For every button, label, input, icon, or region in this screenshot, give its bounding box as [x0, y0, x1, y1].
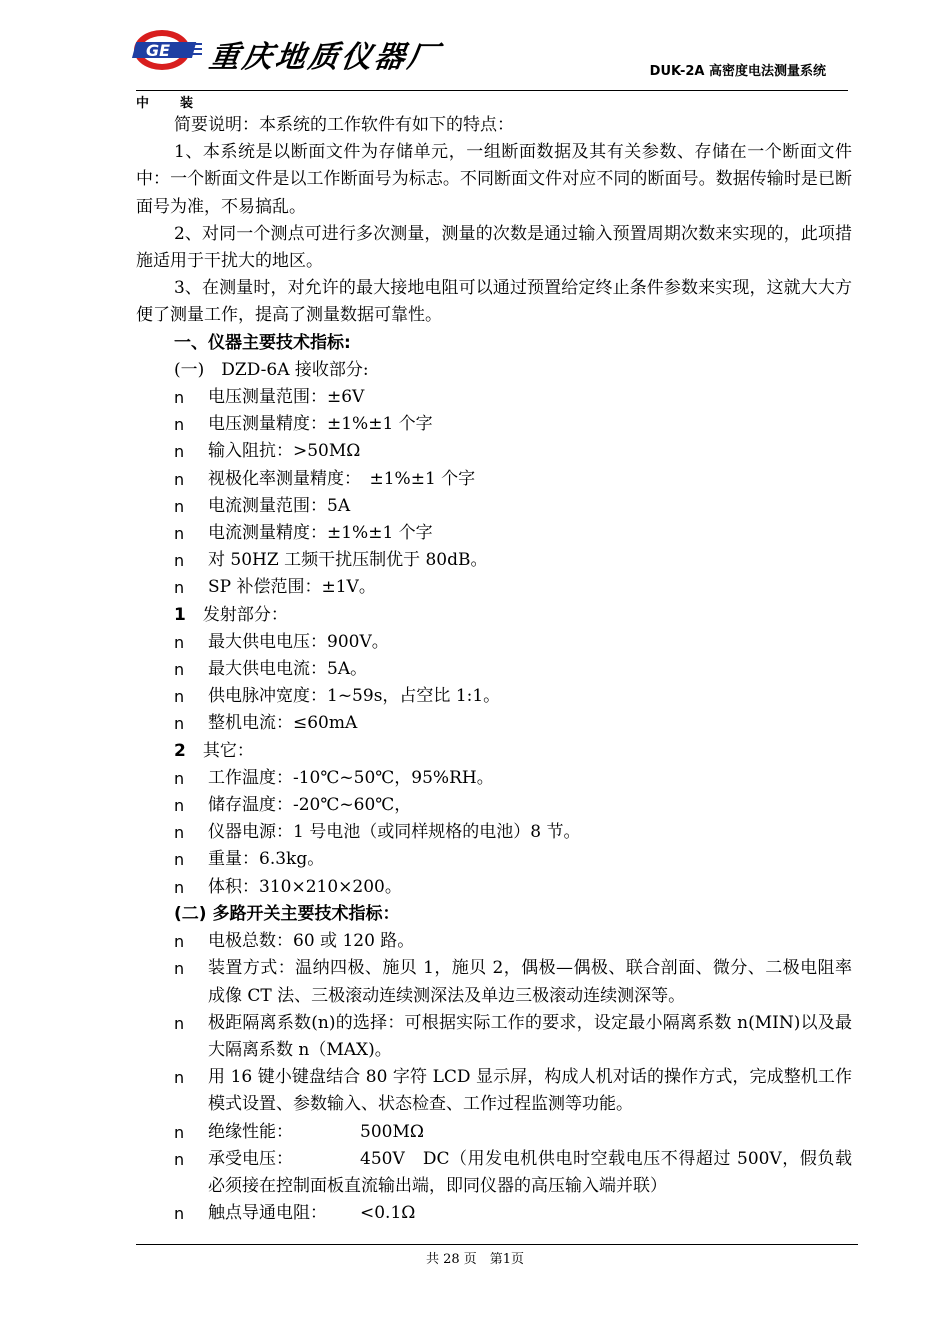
list-item-text: 重量：6.3kg。: [208, 849, 325, 870]
switch-spec-list: [136, 928, 852, 1118]
other-num: 2: [174, 740, 186, 761]
intro-paragraph-1: 1、本系统是以断面文件为存储单元，一组断面数据及其有关参数、存储在一个断面文件中：一个断面文件是以工作断面号为标志。不同断面文件对应不同的断面号。数据传输时是已断面号为准，不易搞乱。: [136, 142, 852, 217]
transmitter-num: 1: [174, 604, 186, 625]
logo-sub-left: 中: [136, 96, 150, 111]
list-item: [136, 656, 852, 683]
list-item: [136, 1146, 852, 1200]
spec-value: <0.1Ω: [360, 1203, 416, 1224]
bullet-mark: n: [174, 768, 185, 788]
bullet-mark: n: [174, 442, 185, 462]
list-item-text: 电极总数：60 或 120 路。: [208, 931, 415, 952]
list-item-text: 用 16 键小键盘结合 80 字符 LCD 显示屏，构成人机对话的操作方式，完成整机工作模式设置、参数输入、状态检查、工作过程监测等功能。: [208, 1067, 852, 1115]
list-item-text: 电流测量精度：±1%±1 个字: [208, 523, 433, 544]
spec-label: 承受电压：: [208, 1148, 293, 1169]
bullet-mark: n: [174, 469, 185, 489]
list-item-text: 电流测量范围：5A: [208, 495, 351, 516]
list-item-text: 输入阻抗：>50MΩ: [208, 441, 361, 462]
list-item: [136, 574, 852, 601]
bullet-mark: n: [174, 415, 185, 435]
bullet-mark: n: [174, 551, 185, 571]
list-item: [136, 765, 852, 792]
logo-sub-right: 装: [180, 96, 194, 111]
bullet-mark: n: [174, 632, 185, 652]
list-item-text: 视极化率测量精度： ±1%±1 个字: [208, 468, 476, 489]
document-title: DUK-2A 高密度电法测量系统: [649, 64, 826, 79]
transmitter-title: 1 发射部分：: [174, 604, 288, 625]
list-item: [136, 547, 852, 574]
list-item-text: SP 补偿范围：±1V。: [208, 577, 376, 598]
bullet-mark: n: [174, 823, 185, 843]
list-item-text: 装置方式：温纳四极、施贝 1，施贝 2，偶极—偶极、联合剖面、微分、二极电阻率成像 CT 法、三极滚动连续测深法及单边三极滚动连续测深等。: [208, 958, 852, 1006]
list-item: [136, 629, 852, 656]
bullet-mark: n: [174, 524, 185, 544]
list-item-text: 储存温度：-20℃~60℃，: [208, 795, 412, 816]
list-item: [136, 493, 852, 520]
bullet-mark: n: [174, 796, 185, 816]
bullet-mark: n: [174, 1149, 185, 1169]
list-item: [136, 710, 852, 737]
list-item-text: 体积：310×210×200。: [208, 876, 402, 897]
other-spec-list: [136, 765, 852, 901]
spec-label: 触点导通电阻：: [208, 1203, 327, 1224]
section-heading: 一、仪器主要技术指标:: [174, 332, 351, 353]
list-item-text: 整机电流：≤60mA: [208, 713, 358, 734]
bullet-mark: n: [174, 496, 185, 516]
list-item: [136, 683, 852, 710]
list-item-text: 电压测量精度：±1%±1 个字: [208, 414, 433, 435]
intro-title: 简要说明：本系统的工作软件有如下的特点：: [174, 115, 514, 135]
logo-letters: GE: [146, 41, 171, 60]
intro-paragraph-2: 2、对同一个测点可进行多次测量，测量的次数是通过输入预置周期次数来实现的，此项措施适用于干扰大的地区。: [136, 223, 852, 272]
list-item: [136, 874, 852, 901]
bullet-mark: n: [174, 714, 185, 734]
spec-value: 500MΩ: [360, 1121, 424, 1142]
bullet-mark: n: [174, 932, 185, 952]
list-item-text: 极距隔离系数(n)的选择：可根据实际工作的要求，设定最小隔离系数 n(MIN)以及最大隔离系数 n（MAX)。: [208, 1012, 852, 1060]
bullet-mark: n: [174, 1068, 185, 1088]
list-item: [136, 928, 852, 955]
bullet-mark: n: [174, 660, 185, 680]
bullet-mark: n: [174, 1204, 185, 1224]
page-number: 共 28 页 第1页: [425, 1252, 525, 1267]
list-item: [136, 1200, 852, 1227]
bullet-mark: n: [174, 850, 185, 870]
company-logo: [132, 28, 462, 111]
list-item: [136, 411, 852, 438]
bullet-mark: n: [174, 578, 185, 598]
receiver-spec-list: [136, 384, 852, 602]
header-divider: [136, 90, 848, 91]
list-item-text: 最大供电电流：5A。: [208, 659, 368, 680]
bullet-mark: n: [174, 687, 185, 707]
list-item: [136, 466, 852, 493]
intro-paragraph-3: 3、在测量时，对允许的最大接地电阻可以通过预置给定终止条件参数来实现，这就大大方便了测量工作，提高了测量数据可靠性。: [136, 278, 852, 326]
list-item: [136, 384, 852, 411]
list-item-text: 供电脉冲宽度：1~59s，占空比 1:1。: [208, 686, 501, 707]
list-item: [136, 1119, 852, 1146]
document-body: [136, 112, 852, 1227]
spec-value: 450V DC（用发电机供电时空载电压不得超过 500V，假负载必须接在控制面板直流输出端，即同仪器的高压输入端并联）: [208, 1148, 852, 1196]
bullet-mark: n: [174, 877, 185, 897]
list-item: [136, 955, 852, 1009]
list-item: [136, 792, 852, 819]
list-item: [136, 1010, 852, 1064]
list-item: [136, 846, 852, 873]
list-item-text: 电压测量范围：±6V: [208, 387, 365, 408]
receiver-title: (一) DZD-6A 接收部分:: [174, 359, 369, 380]
switch-section-title: (二) 多路开关主要技术指标：: [174, 903, 400, 924]
switch-spec-table: [136, 1119, 852, 1228]
bullet-mark: n: [174, 1013, 185, 1033]
list-item-text: 对 50HZ 工频干扰压制优于 80dB。: [208, 550, 488, 571]
list-item: [136, 438, 852, 465]
list-item: [136, 520, 852, 547]
list-item: [136, 819, 852, 846]
footer-divider: [136, 1244, 858, 1245]
spec-label: 绝缘性能：: [208, 1121, 293, 1142]
ge-logo-icon: [132, 28, 204, 74]
list-item: [136, 1064, 852, 1118]
bullet-mark: n: [174, 388, 185, 408]
other-title: 2 其它：: [174, 740, 254, 761]
list-item-text: 最大供电电压：900V。: [208, 631, 389, 652]
bullet-mark: n: [174, 1122, 185, 1142]
transmitter-spec-list: [136, 629, 852, 738]
bullet-mark: n: [174, 959, 185, 979]
company-name: 重庆地质仪器厂: [207, 40, 443, 75]
list-item-text: 工作温度：-10℃~50℃，95%RH。: [208, 767, 494, 788]
list-item-text: 仪器电源：1 号电池（或同样规格的电池）8 节。: [208, 822, 581, 843]
